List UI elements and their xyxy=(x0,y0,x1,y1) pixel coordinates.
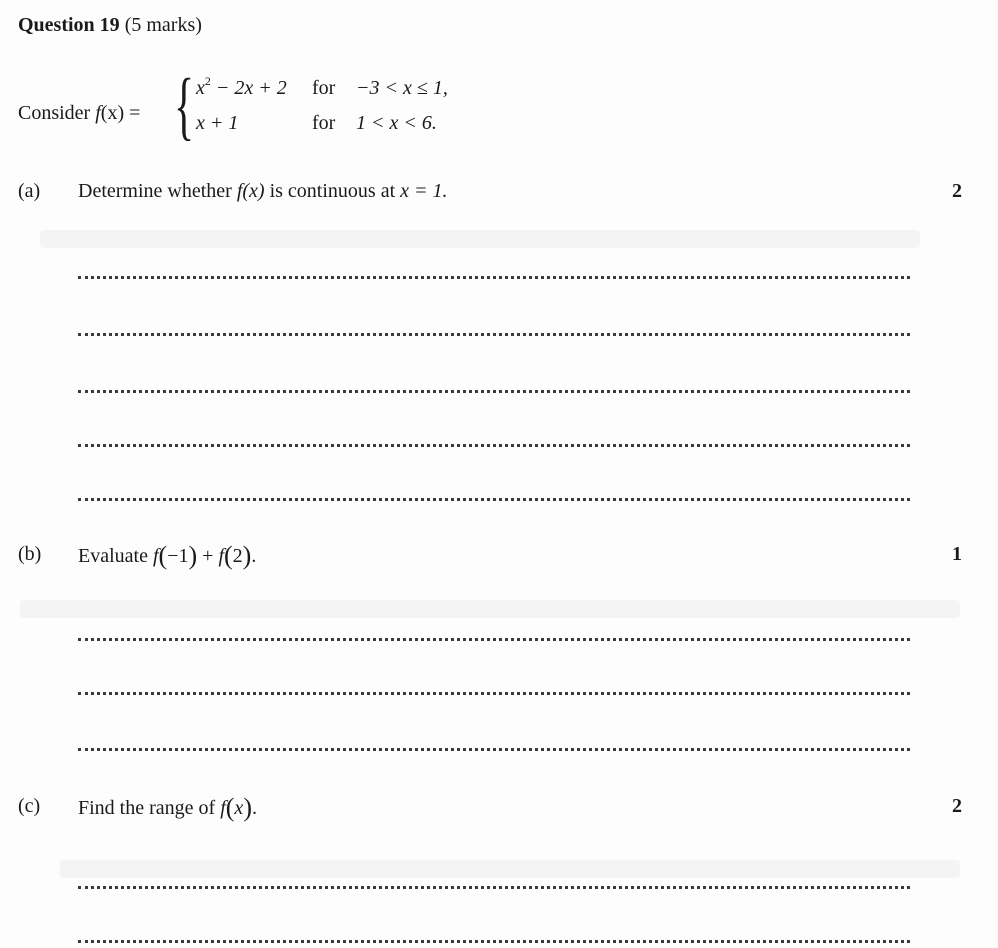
part-a-text: Determine whether f(x) is continuous at x = 1. xyxy=(78,180,448,202)
part-c-text: Find the range of f(x). xyxy=(78,793,257,822)
part-a-label: (a) xyxy=(18,180,41,202)
case-1-expression: $x^2 - 2x + 2$ xyxy=(196,74,287,99)
part-a-point: x = 1. xyxy=(400,180,448,202)
answer-line[interactable] xyxy=(78,276,910,279)
part-b-label: (b) xyxy=(18,543,42,565)
piecewise-brace: { xyxy=(174,64,195,148)
bleed-through-shadow xyxy=(20,600,960,618)
part-b-arg-1: −1 xyxy=(167,545,189,567)
bleed-through-shadow xyxy=(60,860,960,878)
part-a-marks: 2 xyxy=(952,180,962,202)
question-title: Question 19 xyxy=(18,14,120,36)
part-b-text: Evaluate f(−1) + f(2). xyxy=(78,541,257,570)
case-1-condition: −3 < x ≤ 1, xyxy=(356,77,448,99)
question-heading xyxy=(18,14,202,37)
func-name: f xyxy=(95,102,101,124)
answer-line[interactable] xyxy=(78,692,910,695)
part-c-label: (c) xyxy=(18,795,41,817)
consider-lead xyxy=(18,102,140,125)
part-a-func: f(x) xyxy=(236,180,265,202)
answer-line[interactable] xyxy=(78,748,910,751)
answer-line[interactable] xyxy=(78,390,910,393)
answer-line[interactable] xyxy=(78,333,910,336)
question-marks: (5 marks) xyxy=(124,14,202,36)
consider-word: Consider xyxy=(18,102,96,124)
piecewise-case-2 xyxy=(196,112,437,135)
part-c-marks: 2 xyxy=(952,795,962,817)
answer-line[interactable] xyxy=(78,444,910,447)
answer-line[interactable] xyxy=(78,498,910,501)
case-2-condition: 1 < x < 6. xyxy=(356,112,437,134)
case-2-for: for xyxy=(312,112,336,134)
part-b-arg-2: 2 xyxy=(232,545,243,567)
part-b-marks: 1 xyxy=(952,543,962,565)
part-c-arg: x xyxy=(234,797,244,819)
piecewise-case-1 xyxy=(196,74,448,100)
case-1-for: for xyxy=(312,77,336,99)
bleed-through-shadow xyxy=(40,230,920,248)
answer-line[interactable] xyxy=(78,940,910,943)
case-2-expression: x + 1 xyxy=(196,112,239,134)
answer-line[interactable] xyxy=(78,638,910,641)
answer-line[interactable] xyxy=(78,886,910,889)
func-arg: (x) = xyxy=(100,102,141,124)
function-definition xyxy=(18,64,618,170)
